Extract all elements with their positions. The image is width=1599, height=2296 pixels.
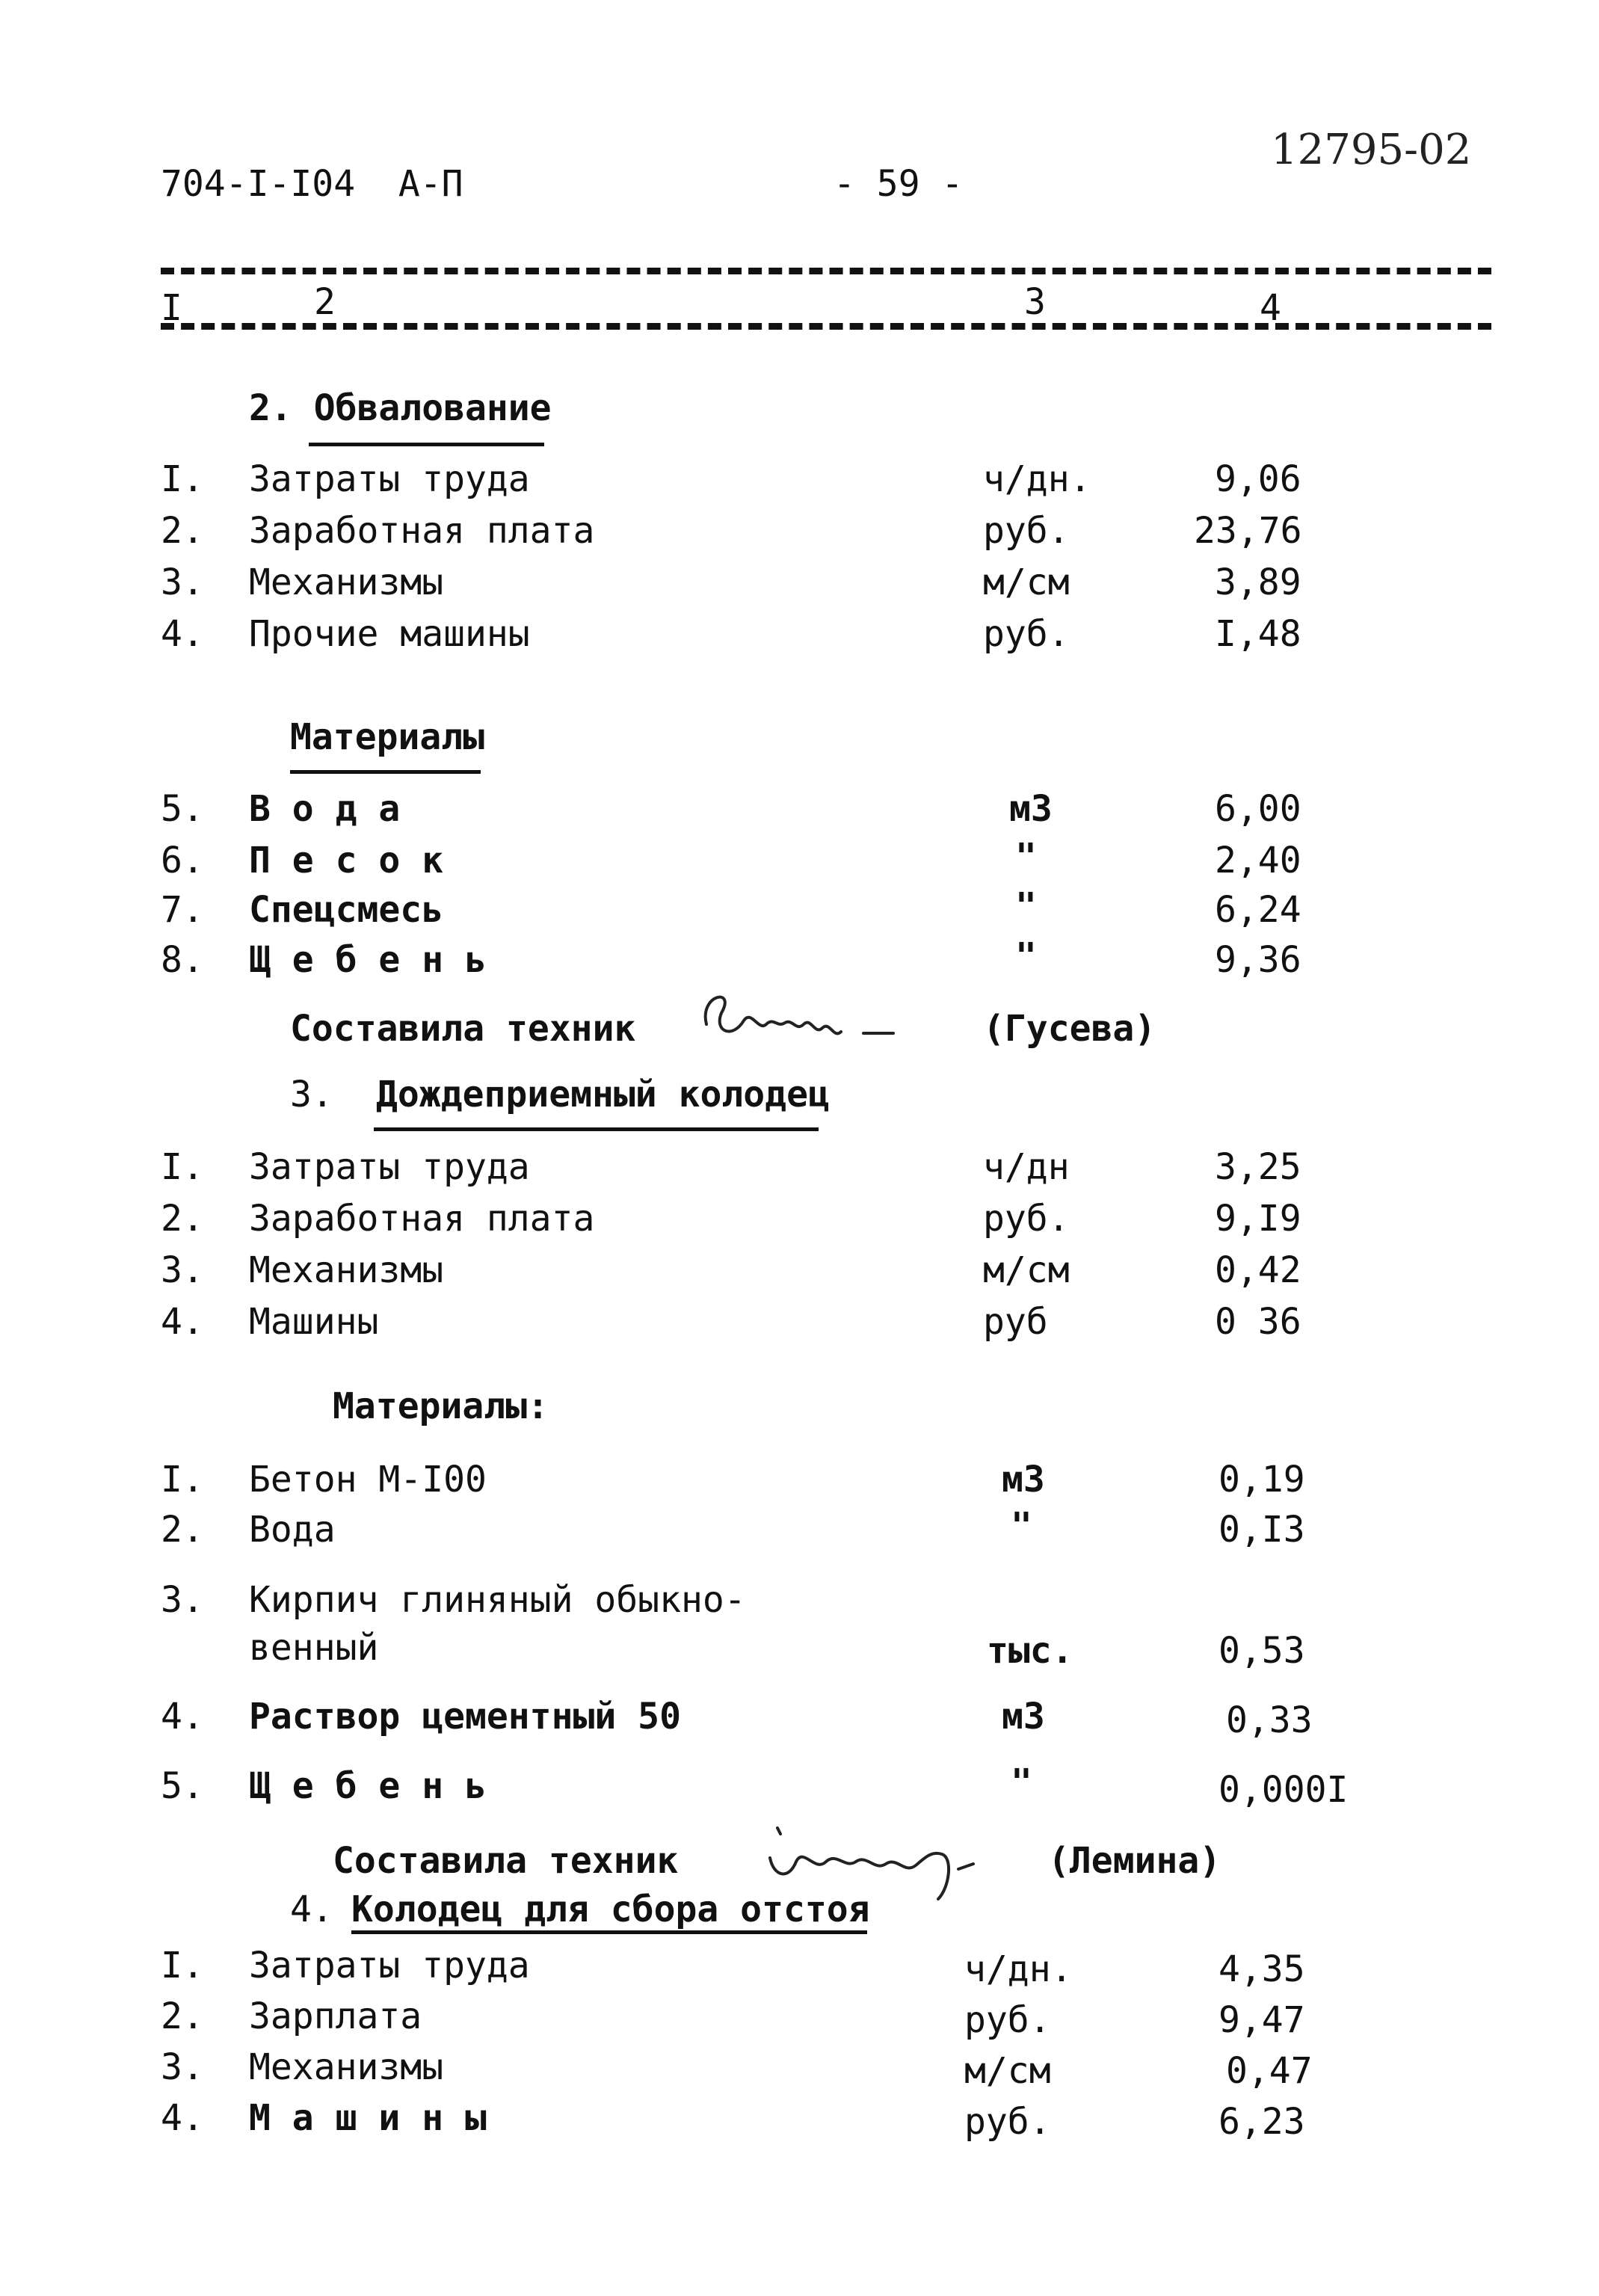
row-name: Заработная плата bbox=[249, 1198, 595, 1240]
document-code: 704-I-I04 А-П bbox=[161, 163, 463, 205]
compiled-by-label: Составила техник bbox=[290, 1008, 636, 1050]
ditto-mark: " bbox=[1011, 1761, 1032, 1803]
row-value: 9,06 bbox=[1215, 458, 1301, 500]
row-number: I. bbox=[161, 458, 204, 500]
row-value: 0 36 bbox=[1215, 1301, 1301, 1343]
row-number: 2. bbox=[161, 1995, 204, 2037]
col-number-4: 4 bbox=[1260, 287, 1281, 329]
row-value: I,48 bbox=[1215, 613, 1301, 655]
row-value: 6,23 bbox=[1218, 2101, 1305, 2143]
row-name: Бетон М-I00 bbox=[249, 1459, 487, 1501]
row-unit: м/см bbox=[964, 2050, 1051, 2092]
row-name: Механизмы bbox=[249, 561, 444, 603]
row-name: Кирпич глиняный обыкно- bbox=[249, 1579, 746, 1621]
row-number: 7. bbox=[161, 889, 204, 931]
ditto-mark: " bbox=[1011, 1505, 1032, 1547]
section-4-number: 4. bbox=[290, 1889, 333, 1930]
row-number: 3. bbox=[161, 2046, 204, 2088]
row-value: 2,40 bbox=[1215, 840, 1301, 881]
row-value: 6,00 bbox=[1215, 788, 1301, 830]
compiler-name: (Гусева) bbox=[983, 1008, 1156, 1050]
row-unit: м3 bbox=[1002, 1696, 1045, 1738]
row-value: 0,19 bbox=[1218, 1459, 1305, 1501]
row-value: 0,000I bbox=[1218, 1769, 1349, 1811]
row-unit: руб bbox=[983, 1301, 1048, 1343]
row-name: Заработная плата bbox=[249, 510, 595, 552]
row-number: 5. bbox=[161, 788, 204, 830]
row-number: 4. bbox=[161, 613, 204, 655]
row-number: 4. bbox=[161, 1696, 204, 1738]
row-name: П е с о к bbox=[249, 840, 444, 881]
section-4-title-underline bbox=[351, 1930, 867, 1934]
row-value: 0,53 bbox=[1218, 1630, 1305, 1672]
compiled-by-label: Составила техник bbox=[333, 1840, 679, 1882]
row-unit: ч/дн. bbox=[983, 458, 1091, 500]
row-value: 9,47 bbox=[1218, 1999, 1305, 2041]
row-name: Механизмы bbox=[249, 2046, 444, 2088]
row-unit: тыс. bbox=[987, 1630, 1073, 1672]
row-value: 0,33 bbox=[1226, 1699, 1313, 1741]
section-2-materials-title: Материалы bbox=[290, 716, 485, 758]
handwritten-signature bbox=[691, 979, 916, 1062]
row-number: 3. bbox=[161, 561, 204, 603]
section-3-title-underline bbox=[374, 1127, 819, 1131]
row-value: 4,35 bbox=[1218, 1948, 1305, 1990]
row-name: Спецсмесь bbox=[249, 889, 444, 931]
row-value: 3,89 bbox=[1215, 561, 1301, 603]
col-number-2: 2 bbox=[314, 281, 336, 323]
ditto-mark: " bbox=[1015, 885, 1037, 927]
row-number: I. bbox=[161, 1945, 204, 1986]
row-name: Машины bbox=[249, 1301, 379, 1343]
row-number: 3. bbox=[161, 1579, 204, 1621]
ditto-mark: " bbox=[1015, 935, 1037, 977]
row-number: 2. bbox=[161, 510, 204, 552]
col-number-1: I bbox=[161, 287, 182, 329]
row-number: 2. bbox=[161, 1198, 204, 1240]
row-name: Зарплата bbox=[249, 1995, 422, 2037]
archive-stamp: 12795-02 bbox=[1271, 126, 1472, 174]
dashed-rule-bottom bbox=[161, 323, 1491, 330]
section-2-title-underline bbox=[309, 443, 544, 446]
section-2-title: 2. Обвалование bbox=[249, 387, 552, 429]
row-name: Прочие машины bbox=[249, 613, 530, 655]
row-unit: руб. bbox=[983, 1198, 1070, 1240]
row-unit: ч/дн. bbox=[964, 1948, 1073, 1990]
section-3-number: 3. bbox=[290, 1074, 333, 1115]
row-value: 9,36 bbox=[1215, 939, 1301, 981]
row-unit: м3 bbox=[1002, 1459, 1045, 1501]
row-name: Затраты труда bbox=[249, 1945, 530, 1986]
row-unit: м3 bbox=[1009, 788, 1053, 830]
row-number: 8. bbox=[161, 939, 204, 981]
row-number: I. bbox=[161, 1459, 204, 1501]
page-number: - 59 - bbox=[834, 163, 964, 205]
row-value: 3,25 bbox=[1215, 1146, 1301, 1188]
row-name: Щ е б е н ь bbox=[249, 1765, 487, 1807]
row-value: 0,47 bbox=[1226, 2050, 1313, 2092]
row-name: В о д а bbox=[249, 788, 401, 830]
row-name: Вода bbox=[249, 1509, 336, 1551]
row-number: I. bbox=[161, 1146, 204, 1188]
section-3-materials-title: Материалы: bbox=[333, 1385, 549, 1427]
materials-title-underline bbox=[290, 770, 481, 774]
row-value: 0,I3 bbox=[1218, 1509, 1305, 1551]
row-unit: м/см bbox=[983, 1249, 1070, 1291]
dashed-rule-top bbox=[161, 268, 1491, 274]
section-4-title: Колодец для сбора отстоя bbox=[351, 1889, 870, 1930]
row-value: 0,42 bbox=[1215, 1249, 1301, 1291]
compiler-name: (Лемина) bbox=[1048, 1840, 1221, 1882]
row-name: Затраты труда bbox=[249, 458, 530, 500]
row-number: 6. bbox=[161, 840, 204, 881]
row-unit: руб. bbox=[983, 613, 1070, 655]
row-unit: руб. bbox=[964, 2101, 1051, 2143]
row-unit: руб. bbox=[983, 510, 1070, 552]
row-number: 5. bbox=[161, 1765, 204, 1807]
row-name: М а ш и н ы bbox=[249, 2097, 487, 2139]
row-number: 2. bbox=[161, 1509, 204, 1551]
row-number: 4. bbox=[161, 2097, 204, 2139]
row-name: Раствор цементный 50 bbox=[249, 1696, 681, 1738]
ditto-mark: " bbox=[1015, 836, 1037, 878]
col-number-3: 3 bbox=[1024, 281, 1046, 323]
row-value: 6,24 bbox=[1215, 889, 1301, 931]
row-unit: ч/дн bbox=[983, 1146, 1070, 1188]
row-number: 3. bbox=[161, 1249, 204, 1291]
row-number: 4. bbox=[161, 1301, 204, 1343]
row-unit: м/см bbox=[983, 561, 1070, 603]
row-name: Механизмы bbox=[249, 1249, 444, 1291]
row-unit: руб. bbox=[964, 1999, 1051, 2041]
section-3-title: Дождеприемный колодец bbox=[376, 1074, 830, 1115]
row-value: 9,I9 bbox=[1215, 1198, 1301, 1240]
row-name: Щ е б е н ь bbox=[249, 939, 487, 981]
row-name-continuation: венный bbox=[249, 1627, 379, 1669]
row-value: 23,76 bbox=[1194, 510, 1302, 552]
row-name: Затраты труда bbox=[249, 1146, 530, 1188]
